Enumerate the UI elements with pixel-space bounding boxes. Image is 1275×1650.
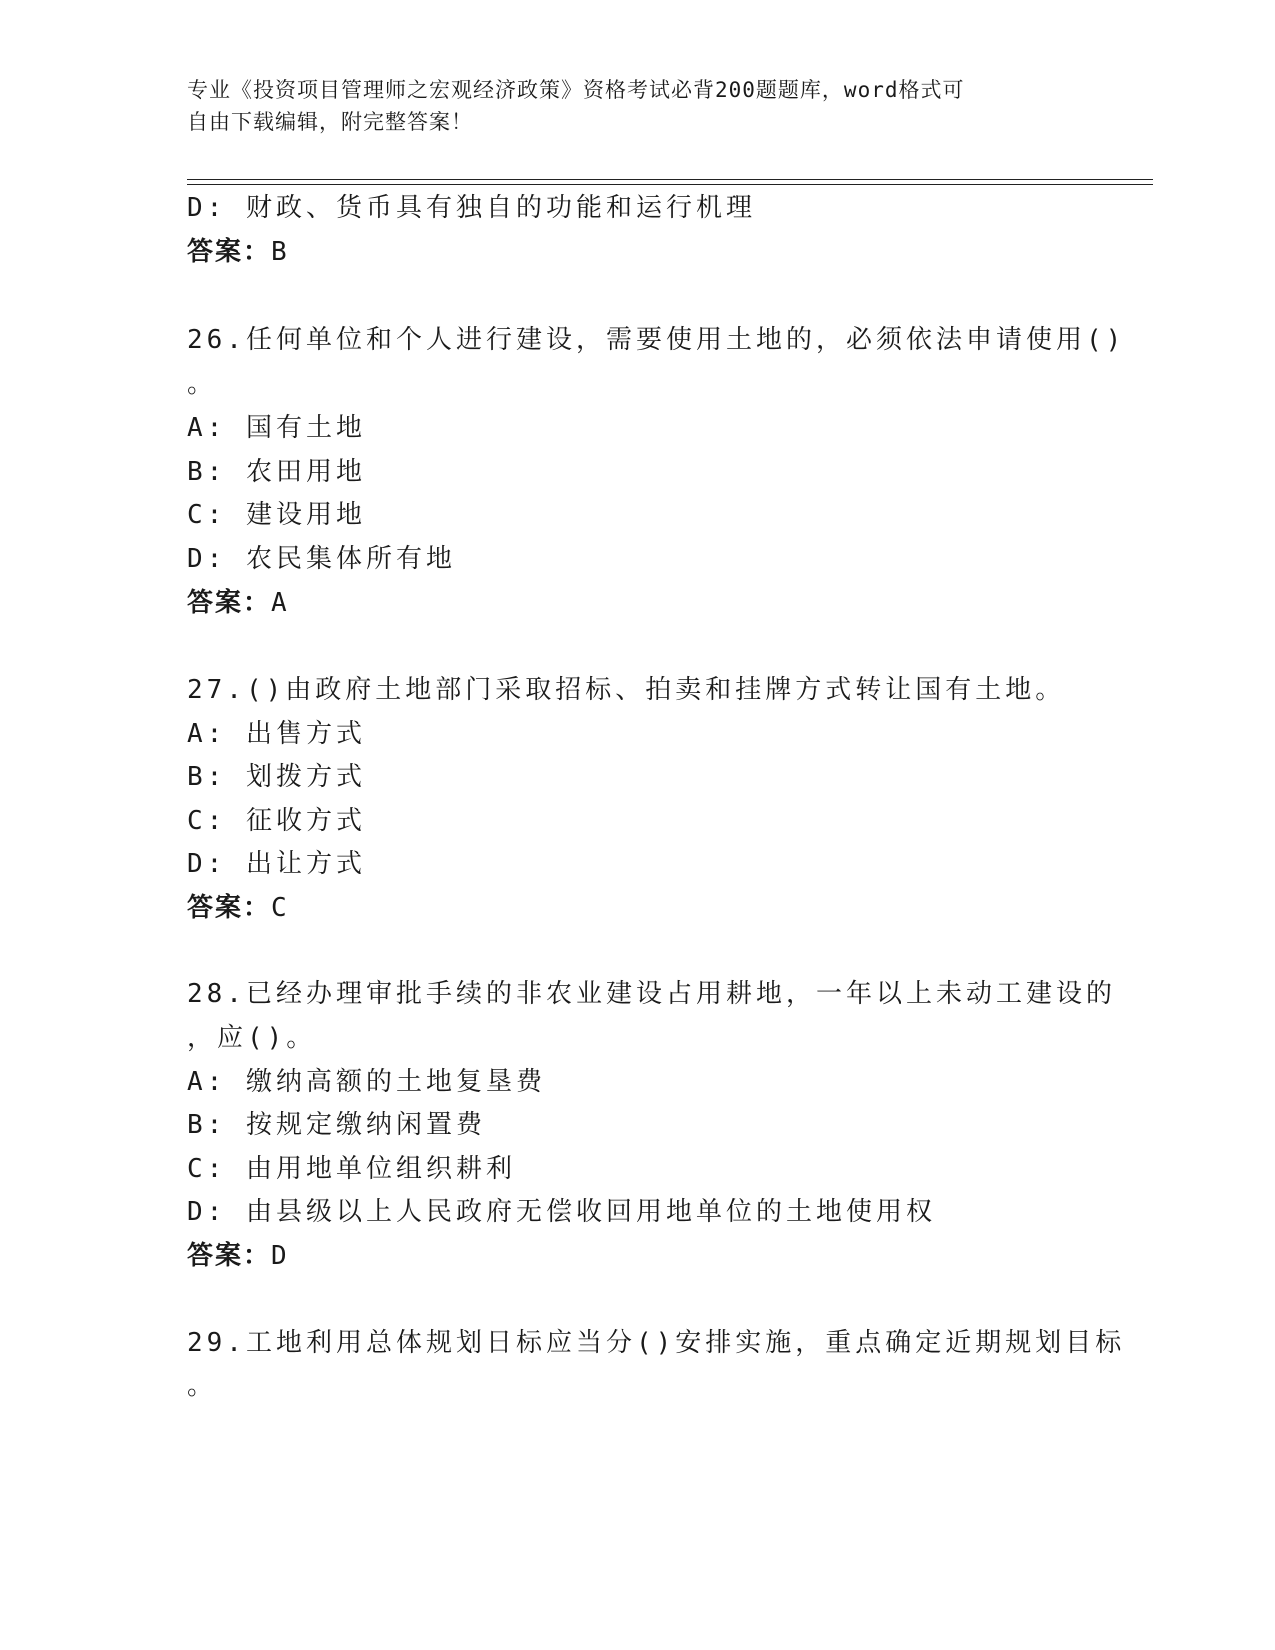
q27-option-b: B: 划拨方式 [187,762,366,792]
answer-label: 答案： [187,588,272,618]
q29-stem-line-1: 29.工地利用总体规划日标应当分()安排实施，重点确定近期规划目标 [187,1328,1126,1358]
q26-option-b: B: 农田用地 [187,457,366,487]
header-rule-top [187,179,1153,180]
header-line-1: 专业《投资项目管理师之宏观经济政策》资格考试必背200题题库，word格式可 [187,78,965,102]
q28-answer [187,1238,289,1274]
q27-answer [187,890,289,926]
answer-value: A [271,588,289,618]
answer-value: D [271,1241,289,1271]
q26-option-c: C: 建设用地 [187,500,366,530]
answer-label: 答案： [187,237,272,267]
header-line-2: 自由下载编辑，附完整答案！ [187,110,473,134]
answer-label: 答案： [187,893,272,923]
q28-option-a: A: 缴纳高额的土地复垦费 [187,1067,546,1097]
q27-stem-line-1: 27.()由政府土地部门采取招标、拍卖和挂牌方式转让国有土地。 [187,675,1066,705]
answer-value: C [271,893,289,923]
page-header [187,74,1067,138]
q25-answer [187,234,289,270]
q26-stem-line-2: 。 [187,369,218,399]
q28-option-b: B: 按规定缴纳闲置费 [187,1110,486,1140]
q28-option-c: C: 由用地单位组织耕利 [187,1154,516,1184]
q26-stem-line-1: 26.任何单位和个人进行建设，需要使用土地的，必须依法申请使用() [187,325,1126,355]
q26-option-a: A: 国有土地 [187,413,366,443]
header-rule-bottom [187,184,1153,185]
q29-stem-line-2: 。 [187,1371,218,1401]
q27-option-c: C: 征收方式 [187,806,366,836]
q28-option-d: D: 由县级以上人民政府无偿收回用地单位的土地使用权 [187,1197,936,1227]
answer-label: 答案： [187,1241,272,1271]
q26-option-d: D: 农民集体所有地 [187,544,456,574]
q25-option-d: D: 财政、货币具有独自的功能和运行机理 [187,193,756,223]
q27-option-d: D: 出让方式 [187,849,366,879]
q28-stem-line-1: 28.已经办理审批手续的非农业建设占用耕地，一年以上未动工建设的 [187,979,1116,1009]
q28-stem-line-2: ，应()。 [187,1023,317,1053]
q26-answer [187,585,289,621]
q27-option-a: A: 出售方式 [187,719,366,749]
answer-value: B [271,237,289,267]
